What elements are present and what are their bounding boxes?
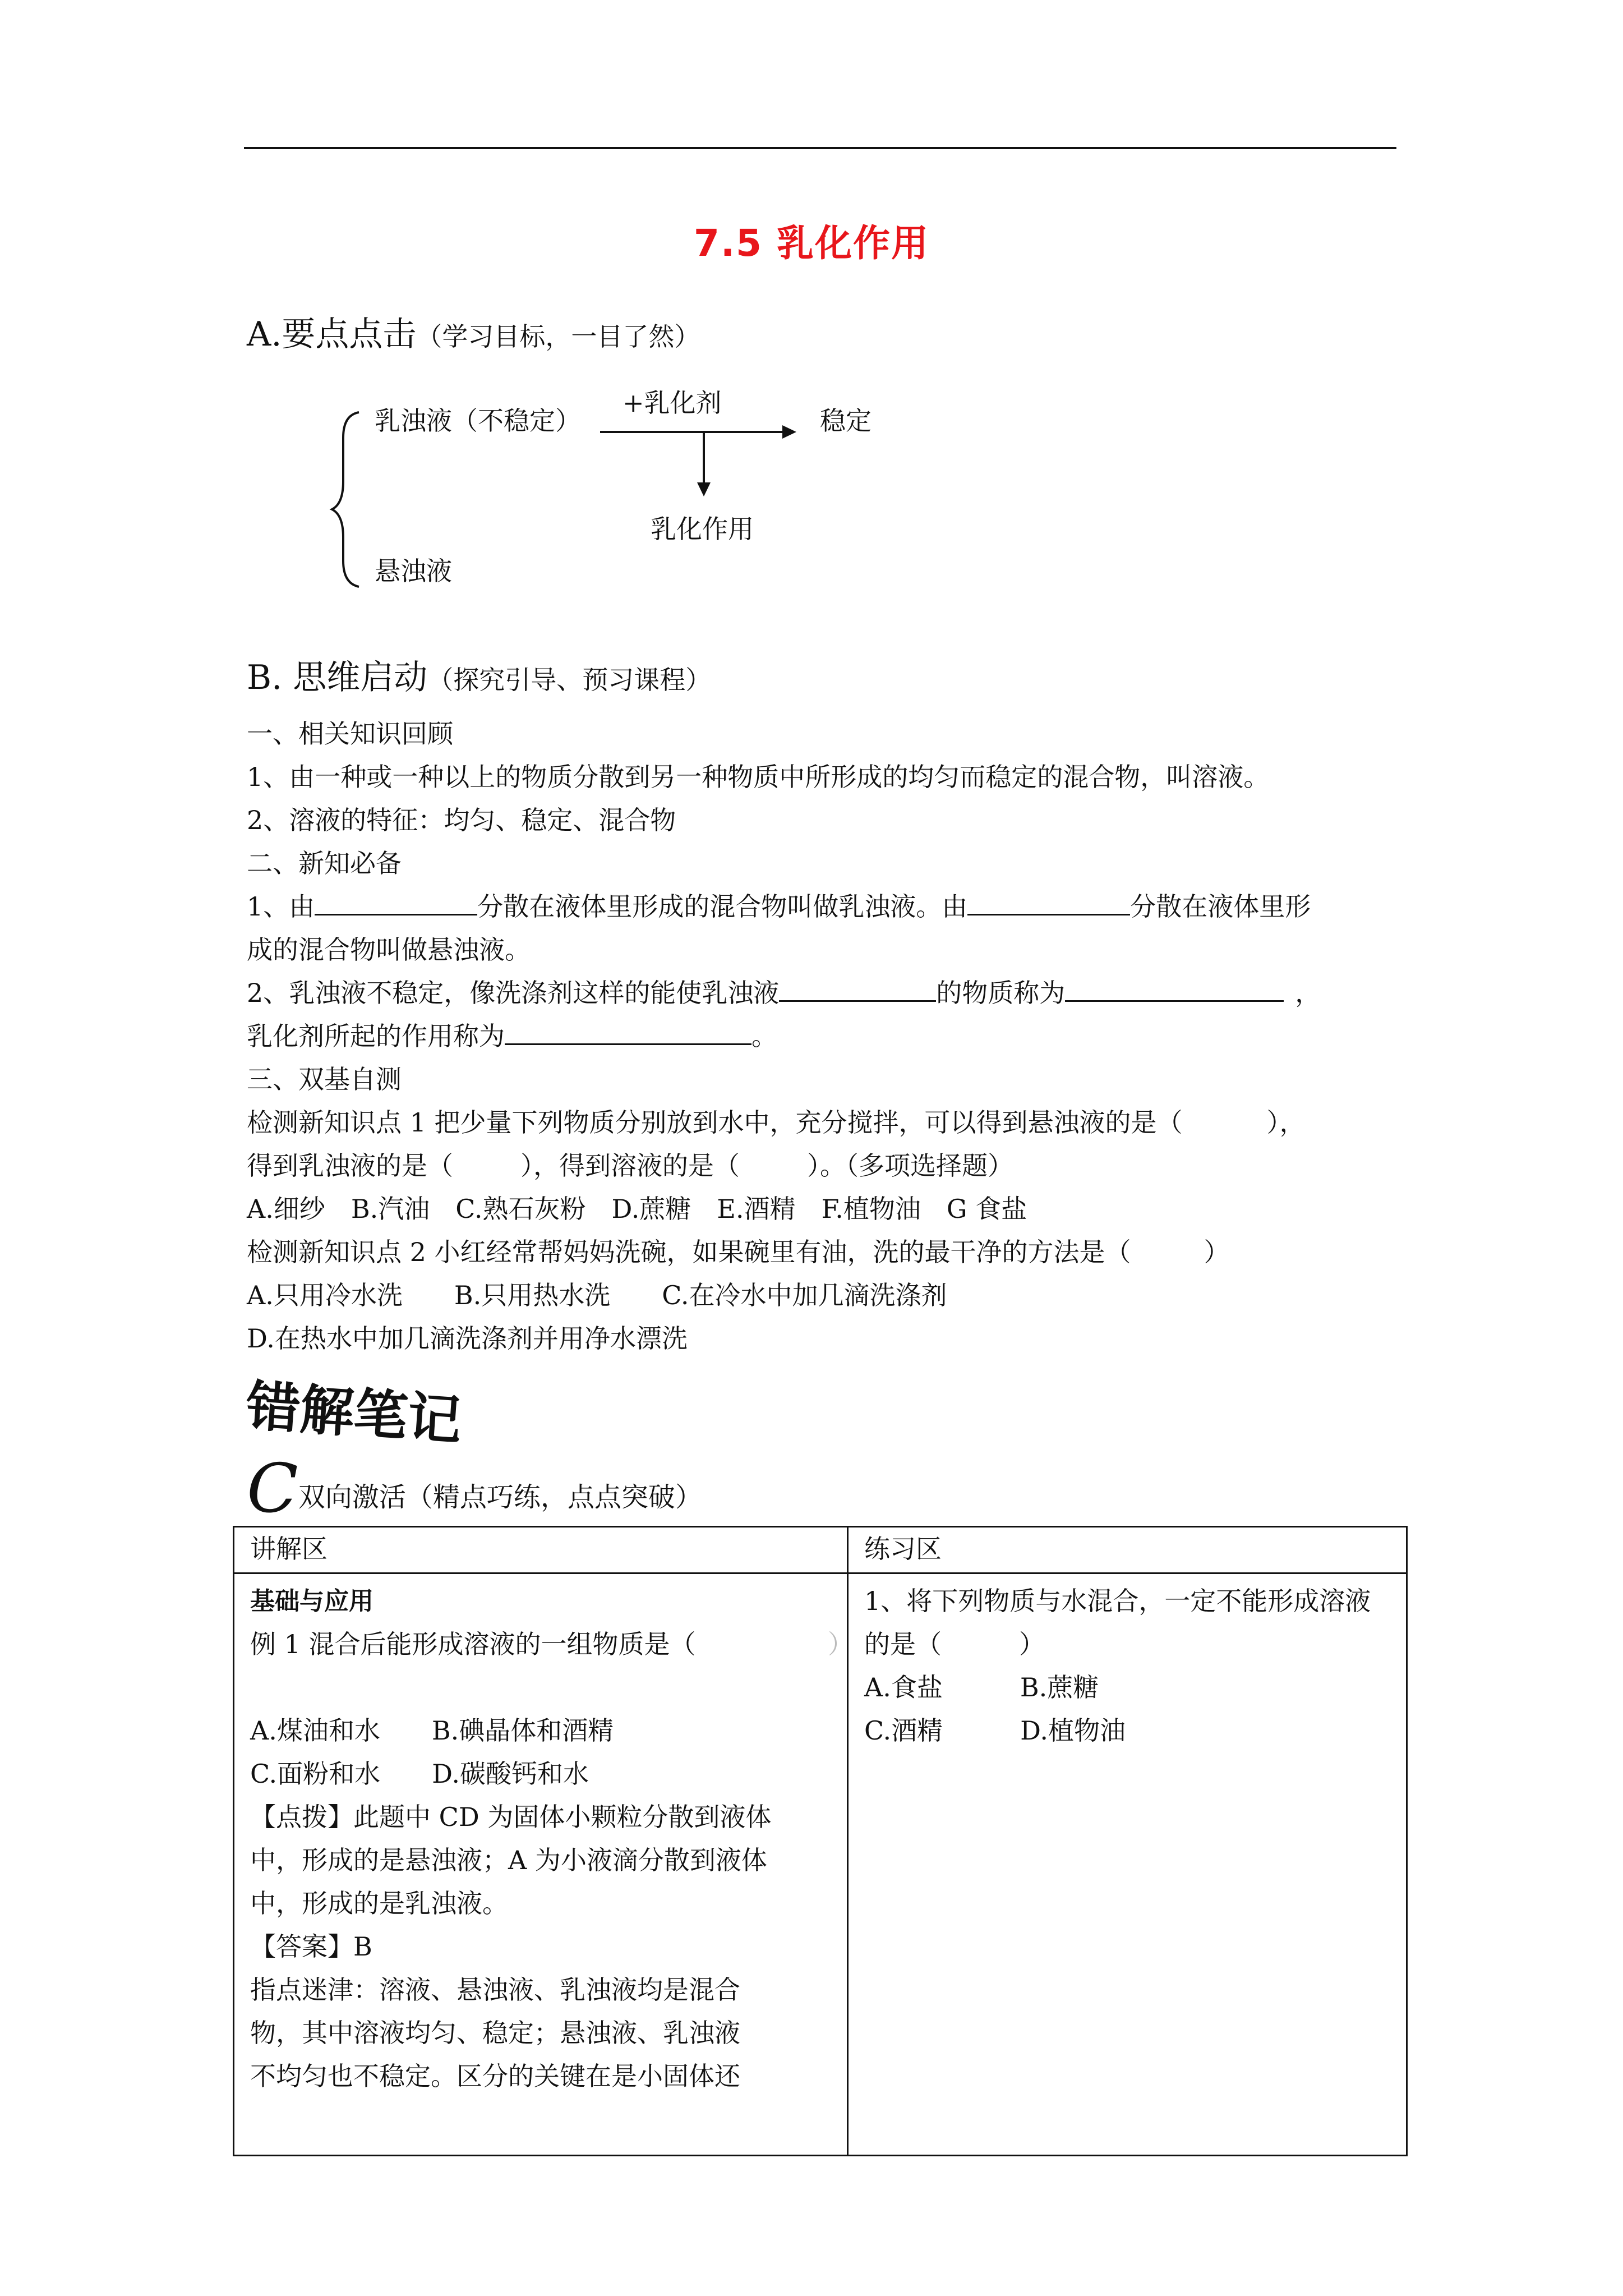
- section-c-letter: C: [247, 1450, 298, 1528]
- text-fragment: 乳化剂所起的作用称为: [247, 1021, 505, 1051]
- section-a-title: A.要点点击: [247, 315, 417, 354]
- section-a-note: （学习目标，一目了然）: [416, 321, 700, 352]
- fill-blank[interactable]: [1065, 974, 1284, 1002]
- text-fragment: 的物质称为: [936, 978, 1066, 1008]
- review-heading: 一、相关知识回顾: [247, 719, 453, 749]
- left-line: [250, 1666, 831, 1709]
- text-fragment: 得到乳浊液的是（: [247, 1151, 453, 1181]
- text-fragment: ），: [1266, 1107, 1306, 1138]
- fill-blank[interactable]: [779, 974, 936, 1002]
- test-2-options-2: D.在热水中加几滴洗涤剂并用净水漂洗: [247, 1323, 688, 1354]
- diagram-suspension: 悬浊液: [375, 556, 452, 586]
- text-fragment: ）: [828, 1629, 854, 1659]
- text-fragment: ，: [1295, 978, 1321, 1008]
- left-line: 指点迷津：溶液、悬浊液、乳浊液均是混合: [250, 1975, 740, 2005]
- text-fragment: ）: [1204, 1237, 1230, 1267]
- table-header-left: [234, 1527, 848, 1573]
- diagram-arrow-label: +乳化剂: [623, 388, 722, 418]
- section-b-note: （探究引导、预习课程）: [427, 665, 712, 695]
- test-2-line-1: [247, 1231, 1396, 1274]
- test-heading: 三、双基自测: [247, 1064, 402, 1094]
- section-c-title: 双向激活（精点巧练，点点突破）: [298, 1481, 702, 1513]
- text-fragment: 检测新知识点 2 小红经常帮妈妈洗碗，如果碗里有油，洗的最干净的方法是（: [247, 1237, 1131, 1267]
- text-fragment: ），得到溶液的是（: [520, 1151, 740, 1181]
- section-b-title: B. 思维启动: [247, 658, 428, 697]
- right-line: 1、将下列物质与水混合，一定不能形成溶液: [864, 1586, 1371, 1616]
- fill-blank[interactable]: [967, 888, 1130, 915]
- arrow-head-right-icon: [782, 425, 796, 439]
- fill-blank[interactable]: [315, 888, 477, 915]
- left-line: 【答案】B: [250, 1931, 372, 1962]
- new-line-1: [247, 885, 1396, 928]
- diagram-emulsion: 乳浊液（不稳定）: [375, 406, 581, 436]
- right-line: 的是（ ）: [864, 1629, 1045, 1659]
- diagram-stable: 稳定: [820, 406, 872, 436]
- brace-icon: [332, 412, 359, 587]
- left-line: 【点拨】此题中 CD 为固体小颗粒分散到液体: [250, 1802, 772, 1832]
- section-b-body: [247, 712, 1396, 1360]
- test-1-line-1: [247, 1101, 1396, 1144]
- header-text: 讲解区: [250, 1534, 328, 1564]
- text-fragment: ）。（多项选择题）: [807, 1151, 1013, 1181]
- text-fragment: 检测新知识点 1 把少量下列物质分别放到水中，充分搅拌，可以得到悬浊液的是（: [247, 1107, 1183, 1138]
- left-line: 物，其中溶液均匀、稳定；悬浊液、乳浊液: [250, 2018, 740, 2048]
- left-line: 中，形成的是悬浊液；A 为小液滴分散到液体: [250, 1845, 767, 1875]
- text-fragment: 2、乳浊液不稳定，像洗涤剂这样的能使乳浊液: [247, 978, 780, 1008]
- exercise-table: [233, 1526, 1408, 2156]
- diagram-effect: 乳化作用: [651, 514, 754, 544]
- left-line: C.面粉和水 D.碳酸钙和水: [250, 1759, 589, 1789]
- notes-title: 错解笔记: [244, 1374, 464, 1452]
- fill-blank[interactable]: [505, 1018, 751, 1045]
- text-fragment: 分散在液体里形成的混合物叫做乳浊液。由: [477, 891, 968, 922]
- text-fragment: 分散在液体里形: [1130, 891, 1311, 922]
- test-1-line-2: [247, 1144, 1396, 1188]
- arrow-head-down-icon: [697, 482, 711, 496]
- left-line: [250, 1623, 854, 1666]
- left-line: A.煤油和水 B.碘晶体和酒精: [250, 1715, 614, 1746]
- new-line-1-cont: 成的混合物叫做悬浊液。: [247, 935, 531, 965]
- right-line: C.酒精 D.植物油: [864, 1715, 1126, 1746]
- section-b-heading: [247, 651, 711, 699]
- explanation-cell: [234, 1573, 854, 2156]
- table-header-right: [848, 1527, 1407, 1573]
- text-fragment: 。: [751, 1021, 777, 1051]
- test-2-options-1: A.只用冷水洗 B.只用热水洗 C.在冷水中加几滴洗涤剂: [247, 1280, 947, 1310]
- text-fragment: 1、由: [247, 891, 315, 922]
- test-1-options: A.细纱 B.汽油 C.熟石灰粉 D.蔗糖 E.酒精 F.植物油 G 食盐: [247, 1194, 1027, 1224]
- header-text: 练习区: [864, 1534, 942, 1564]
- text-fragment: 例 1 混合后能形成溶液的一组物质是（: [250, 1629, 696, 1659]
- practice-cell: [848, 1573, 1407, 2156]
- section-c-heading: [247, 1450, 702, 1528]
- review-line-2: 2、溶液的特征：均匀、稳定、混合物: [247, 805, 676, 835]
- new-heading: 二、新知必备: [247, 848, 402, 878]
- page-title: 7.5 乳化作用: [694, 222, 929, 265]
- right-line: A.食盐 B.蔗糖: [864, 1672, 1099, 1703]
- subsection-label: 基础与应用: [250, 1587, 374, 1616]
- left-line: 中，形成的是乳浊液。: [250, 1888, 508, 1918]
- review-line-1: 1、由一种或一种以上的物质分散到另一种物质中所形成的均匀而稳定的混合物，叫溶液。: [247, 762, 1270, 792]
- left-line: 不均匀也不稳定。区分的关键在是小固体还: [250, 2061, 740, 2091]
- new-line-2: [247, 972, 1396, 1015]
- new-line-2-cont: [247, 1015, 1396, 1058]
